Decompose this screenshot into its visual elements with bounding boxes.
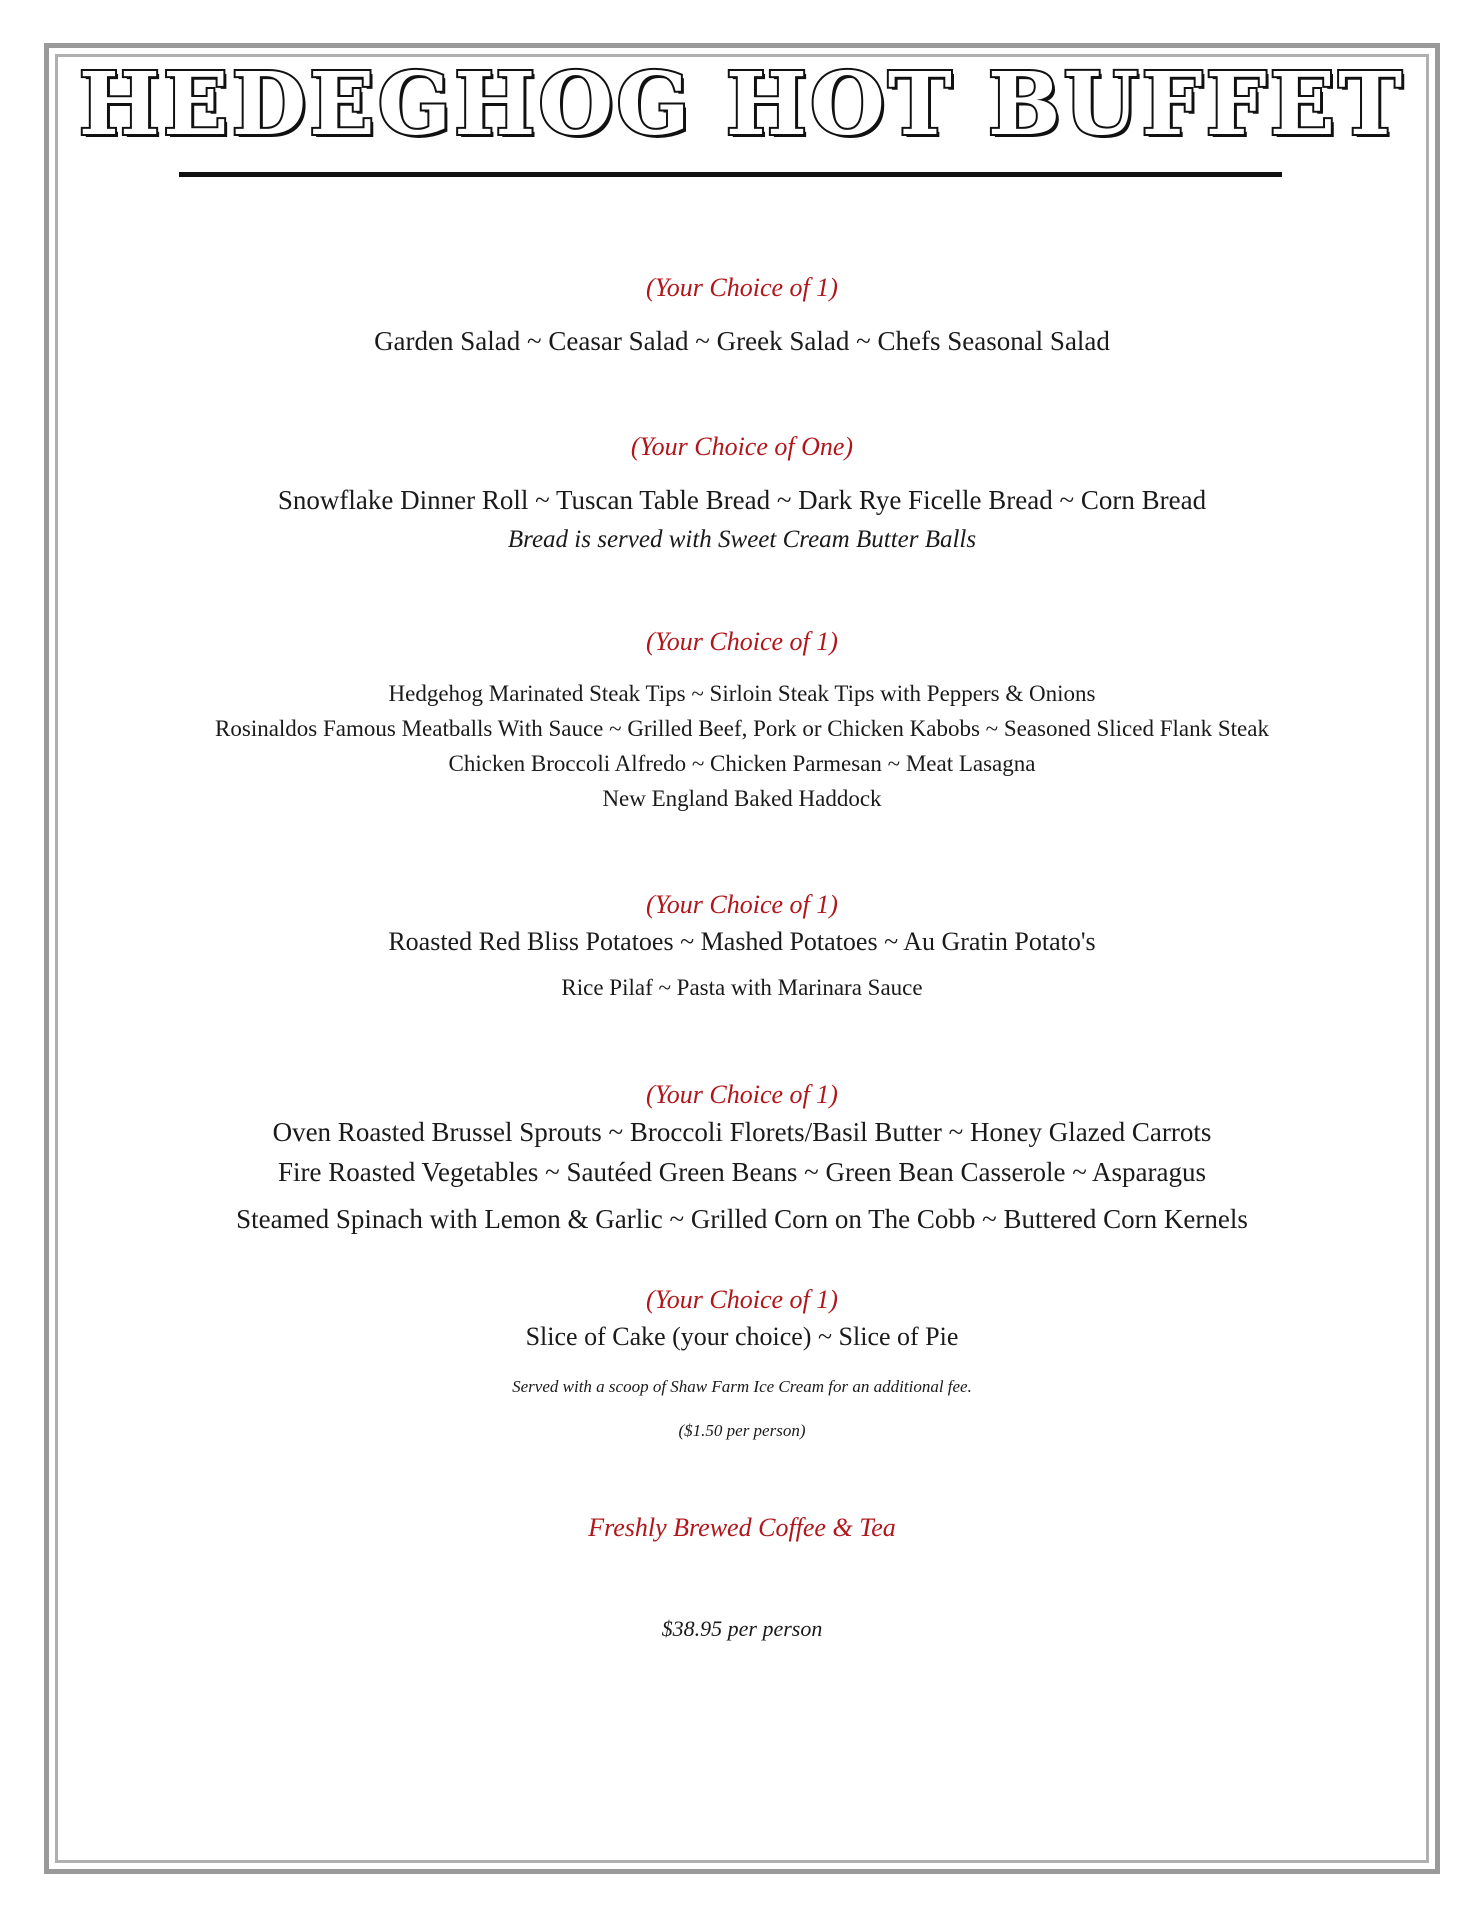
vegetable-choice-heading: (Your Choice of 1) bbox=[646, 1080, 838, 1109]
vegetable-options-3: Steamed Spinach with Lemon & Garlic ~ Grilled Corn on The Cobb ~ Buttered Corn Kernels bbox=[236, 1204, 1248, 1234]
ice-cream-note: Served with a scoop of Shaw Farm Ice Cream for an additional fee. bbox=[512, 1377, 972, 1396]
salad-options: Garden Salad ~ Ceasar Salad ~ Greek Salad ~ Chefs Seasonal Salad bbox=[374, 326, 1110, 356]
menu-title: HEDEGHOG HOT BUFFET bbox=[78, 54, 1406, 155]
entree-options-3: Chicken Broccoli Alfredo ~ Chicken Parmesan ~ Meat Lasagna bbox=[448, 751, 1036, 776]
title-underline bbox=[179, 172, 1282, 177]
beverage-line: Freshly Brewed Coffee & Tea bbox=[588, 1513, 896, 1542]
entree-options-1: Hedgehog Marinated Steak Tips ~ Sirloin Steak Tips with Peppers & Onions bbox=[388, 681, 1096, 706]
starch-options-2: Rice Pilaf ~ Pasta with Marinara Sauce bbox=[561, 975, 923, 1000]
salad-choice-heading: (Your Choice of 1) bbox=[646, 273, 838, 302]
dessert-options: Slice of Cake (your choice) ~ Slice of Pie bbox=[525, 1322, 959, 1351]
vegetable-options-1: Oven Roasted Brussel Sprouts ~ Broccoli Florets/Basil Butter ~ Honey Glazed Carrots bbox=[272, 1117, 1212, 1147]
entree-options-2: Rosinaldos Famous Meatballs With Sauce ~ Grilled Beef, Pork or Chicken Kabobs ~ Seasoned Sliced Flank Steak bbox=[215, 716, 1269, 741]
bread-note: Bread is served with Sweet Cream Butter Balls bbox=[507, 526, 977, 553]
bread-options: Snowflake Dinner Roll ~ Tuscan Table Bread ~ Dark Rye Ficelle Bread ~ Corn Bread bbox=[277, 485, 1207, 515]
ice-cream-price: ($1.50 per person) bbox=[678, 1421, 806, 1440]
bread-choice-heading: (Your Choice of One) bbox=[630, 432, 854, 461]
vegetable-options-2: Fire Roasted Vegetables ~ Sautéed Green Beans ~ Green Bean Casserole ~ Asparagus bbox=[277, 1157, 1207, 1187]
entree-options-4: New England Baked Haddock bbox=[602, 786, 882, 811]
entree-choice-heading: (Your Choice of 1) bbox=[646, 627, 838, 656]
starch-options-1: Roasted Red Bliss Potatoes ~ Mashed Potatoes ~ Au Gratin Potato's bbox=[388, 927, 1096, 956]
starch-choice-heading: (Your Choice of 1) bbox=[646, 890, 838, 919]
per-person-price: $38.95 per person bbox=[661, 1616, 823, 1641]
dessert-choice-heading: (Your Choice of 1) bbox=[646, 1285, 838, 1314]
